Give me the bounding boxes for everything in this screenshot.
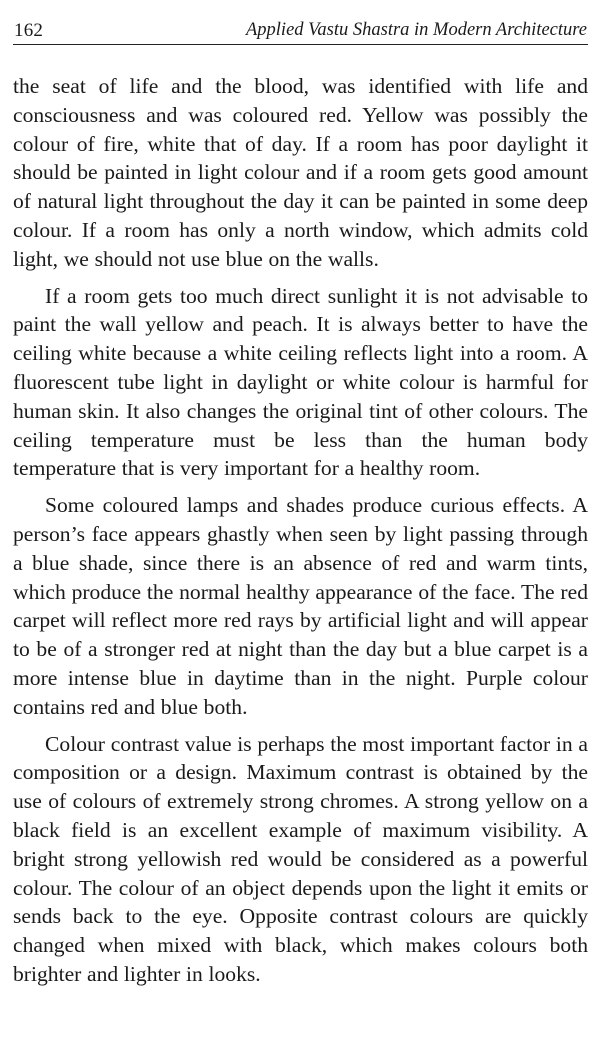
paragraph-sunlight: If a room gets too much direct sunlight it is not advisable to paint the wall yellow and peach. It is always better to have the ceiling white because a white ceiling reflects light into a room. A fluorescent tube light in daylight or white colour is harmful for human skin. It also changes the original tint of other colours. The ceiling temperature must be less than the human body temperature that is very important for a healthy room. — [13, 283, 588, 481]
paragraph-colour-contrast: Colour contrast value is perhaps the most important factor in a composition or a design. Maximum contrast is obtained by the use of colours of extremely strong chromes. A strong yellow on a black field is an excellent example of maximum visibility. A bright strong yellowish red would be considered as a powerful colour. The colour of an object depends upon the light it emits or sends back to the eye. Opposite contrast colours are quickly changed when mixed with black, which makes colours both brighter and lighter in looks. — [13, 731, 588, 986]
running-header — [13, 0, 588, 45]
body-text — [13, 72, 588, 989]
paragraph-coloured-lamps: Some coloured lamps and shades produce curious effects. A person’s face appears ghastly when seen by light passing through a blue shade, since there is an absence of red and warm tints, which produce the normal healthy appearance of the face. The red carpet will reflect more red rays by artificial light and will appear to be of a stronger red at night than the day but a blue carpet is a more intense blue in daytime than in the night. Purple colour contains red and blue both. — [13, 493, 588, 719]
paragraph-continued: the seat of life and the blood, was identified with life and consciousness and was coloured red. Yellow was possibly the colour of fire, white that of day. If a room has poor daylight it should be painted in light colour and if a room gets good amount of natural light throughout the day it can be painted in some deep colour. If a room has only a north window, which admits cold light, we should not use blue on the walls. — [13, 74, 588, 271]
page-number: 162 — [14, 20, 44, 41]
running-title: Applied Vastu Shastra in Modern Architecture — [245, 20, 587, 40]
